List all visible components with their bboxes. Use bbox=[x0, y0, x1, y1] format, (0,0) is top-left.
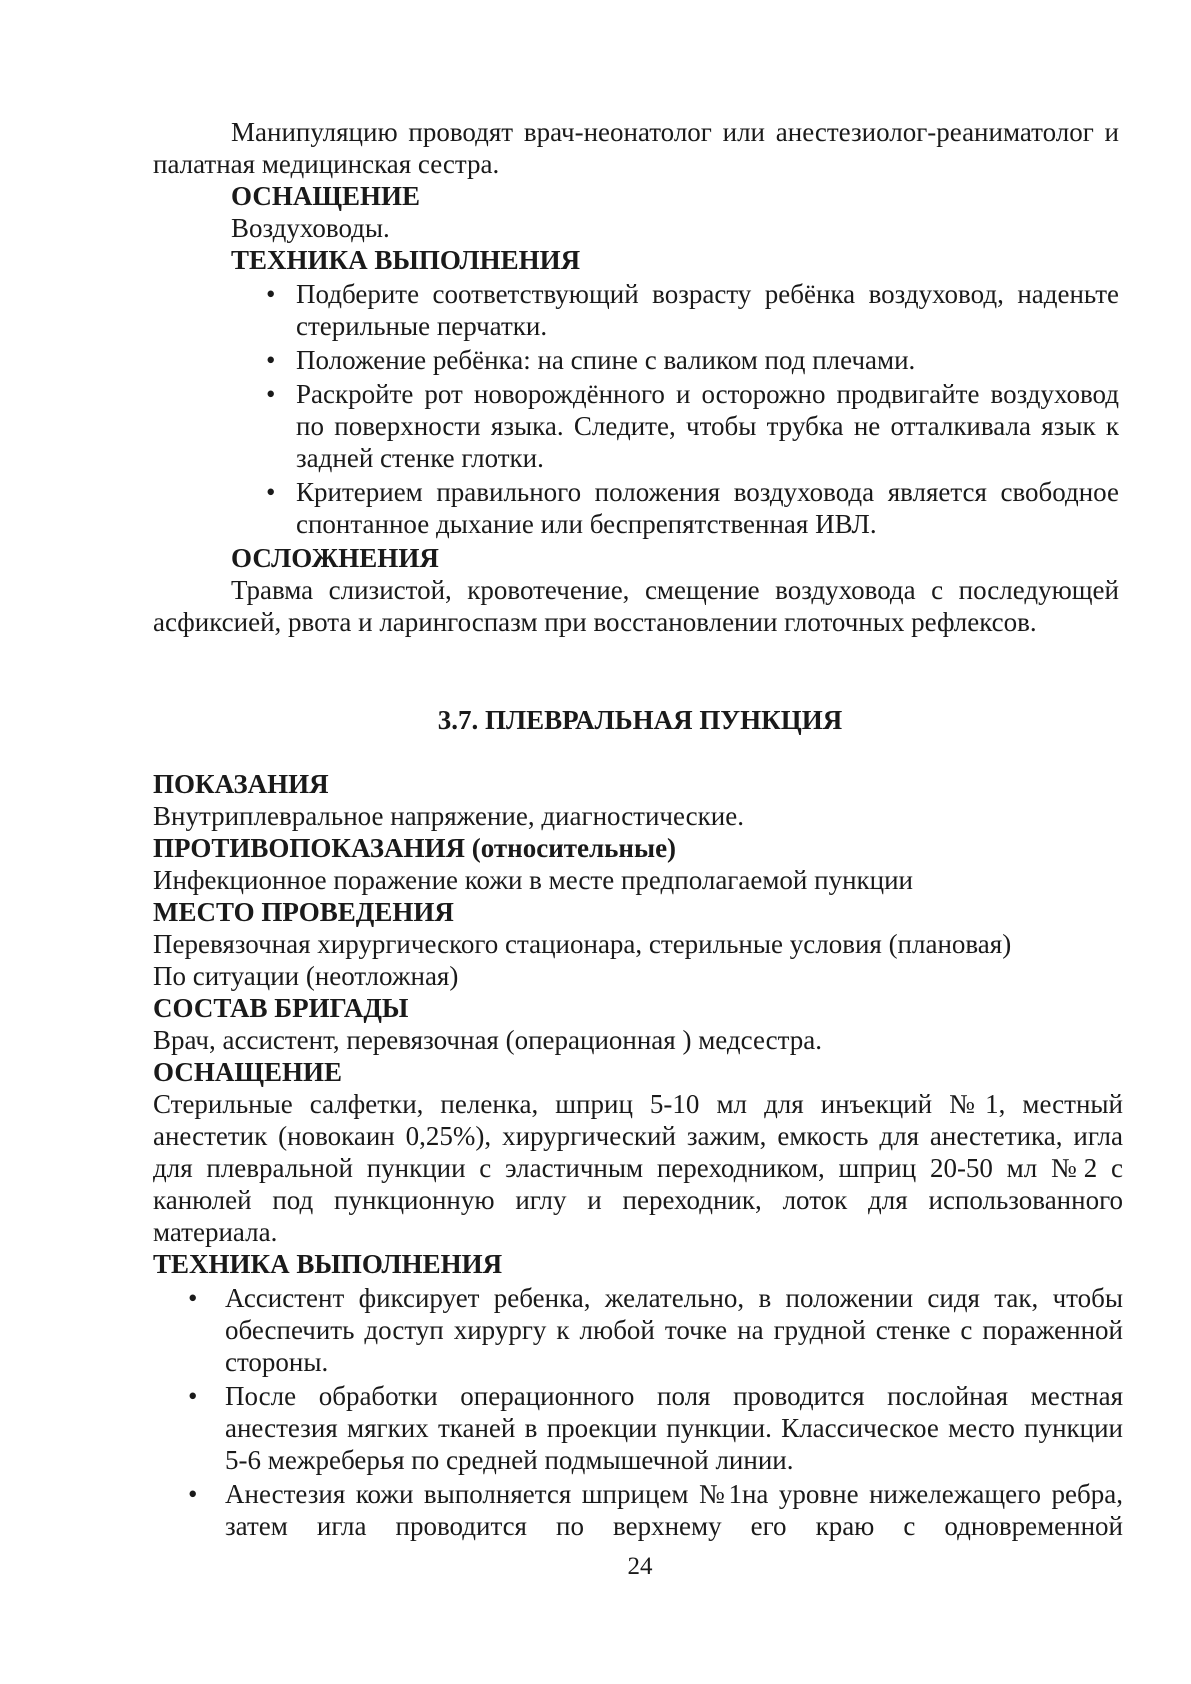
contraindications-text: Инфекционное поражение кожи в месте предполагаемой пункции bbox=[153, 865, 913, 895]
bullet-icon: • bbox=[188, 1283, 198, 1313]
airway-technique-item-text: Раскройте рот новорождённого и осторожно продвигайте воздуховод по поверхности языка. Следите, чтобы трубка не отталкивала язык к задней стенке глотки. bbox=[296, 379, 1119, 473]
place-text-line2: По ситуации (неотложная) bbox=[153, 961, 459, 991]
indications-text: Внутриплевральное напряжение, диагностические. bbox=[153, 801, 744, 831]
pleural-technique-item-text: После обработки операционного поля проводится послойная местная анестезия мягких тканей в проекции пункции. Классическое место пункции 5-6 межреберья по средней подмышечной линии. bbox=[225, 1381, 1123, 1475]
airway-equipment-heading: ОСНАЩЕНИЕ bbox=[231, 181, 420, 211]
airway-technique-item bbox=[266, 476, 1119, 540]
pleural-technique-item bbox=[188, 1478, 1123, 1542]
airway-technique-item bbox=[266, 278, 1119, 342]
bullet-icon: • bbox=[266, 379, 276, 409]
airway-equipment-text: Воздуховоды. bbox=[231, 213, 390, 243]
place-heading: МЕСТО ПРОВЕДЕНИЯ bbox=[153, 897, 454, 927]
airway-technique-item-text: Подберите соответствующий возрасту ребёнка воздуховод, наденьте стерильные перчатки. bbox=[296, 279, 1119, 341]
airway-technique-heading: ТЕХНИКА ВЫПОЛНЕНИЯ bbox=[231, 245, 581, 275]
indications-heading: ПОКАЗАНИЯ bbox=[153, 769, 329, 799]
bullet-icon: • bbox=[266, 345, 276, 375]
airway-technique-item bbox=[266, 344, 1119, 376]
airway-technique-item-text: Критерием правильного положения воздуховода является свободное спонтанное дыхание или беспрепятственная ИВЛ. bbox=[296, 477, 1119, 539]
pleural-equipment-text: Стерильные салфетки, пеленка, шприц 5-10 мл для инъекций №1, местный анестетик (новокаин 0,25%), хирургический зажим, емкость для анестетика, игла для плевральной пункции с эластичным переходником, шприц 20-50 мл №2 с канюлей под пункционную иглу и переходник, лоток для использованного материала. bbox=[153, 1089, 1123, 1247]
bullet-icon: • bbox=[188, 1381, 198, 1411]
place-text-line1: Перевязочная хирургического стационара, стерильные условия (плановая) bbox=[153, 929, 1012, 959]
team-text: Врач, ассистент, перевязочная (операционная ) медсестра. bbox=[153, 1025, 822, 1055]
pleural-technique-item bbox=[188, 1380, 1123, 1476]
airway-technique-item bbox=[266, 378, 1119, 474]
bullet-icon: • bbox=[266, 477, 276, 507]
team-heading: СОСТАВ БРИГАДЫ bbox=[153, 993, 409, 1023]
pleural-technique-heading: ТЕХНИКА ВЫПОЛНЕНИЯ bbox=[153, 1249, 503, 1279]
bullet-icon: • bbox=[266, 279, 276, 309]
pleural-technique-item bbox=[188, 1282, 1123, 1378]
pleural-technique-item-text: Анестезия кожи выполняется шприцем №1на уровне нижележащего ребра, затем игла проводится по верхнему его краю с одновременной bbox=[225, 1479, 1123, 1541]
airway-technique-item-text: Положение ребёнка: на спине с валиком под плечами. bbox=[296, 345, 916, 375]
intro-paragraph: Манипуляцию проводят врач-неонатолог или анестезиолог-реаниматолог и палатная медицинская сестра. bbox=[153, 117, 1119, 179]
page-number: 24 bbox=[627, 1553, 653, 1580]
pleural-technique-item-text: Ассистент фиксирует ребенка, желательно, в положении сидя так, чтобы обеспечить доступ хирургу к любой точке на грудной стенке с пораженной стороны. bbox=[225, 1283, 1123, 1377]
airway-complications-heading: ОСЛОЖНЕНИЯ bbox=[231, 543, 439, 573]
bullet-icon: • bbox=[188, 1479, 198, 1509]
airway-complications-text: Травма слизистой, кровотечение, смещение воздуховода с последующей асфиксией, рвота и ларингоспазм при восстановлении глоточных рефлексов. bbox=[153, 575, 1119, 637]
pleural-equipment-heading: ОСНАЩЕНИЕ bbox=[153, 1057, 342, 1087]
section-title: 3.7. ПЛЕВРАЛЬНАЯ ПУНКЦИЯ bbox=[437, 705, 843, 735]
contraindications-heading: ПРОТИВОПОКАЗАНИЯ (относительные) bbox=[153, 833, 677, 863]
